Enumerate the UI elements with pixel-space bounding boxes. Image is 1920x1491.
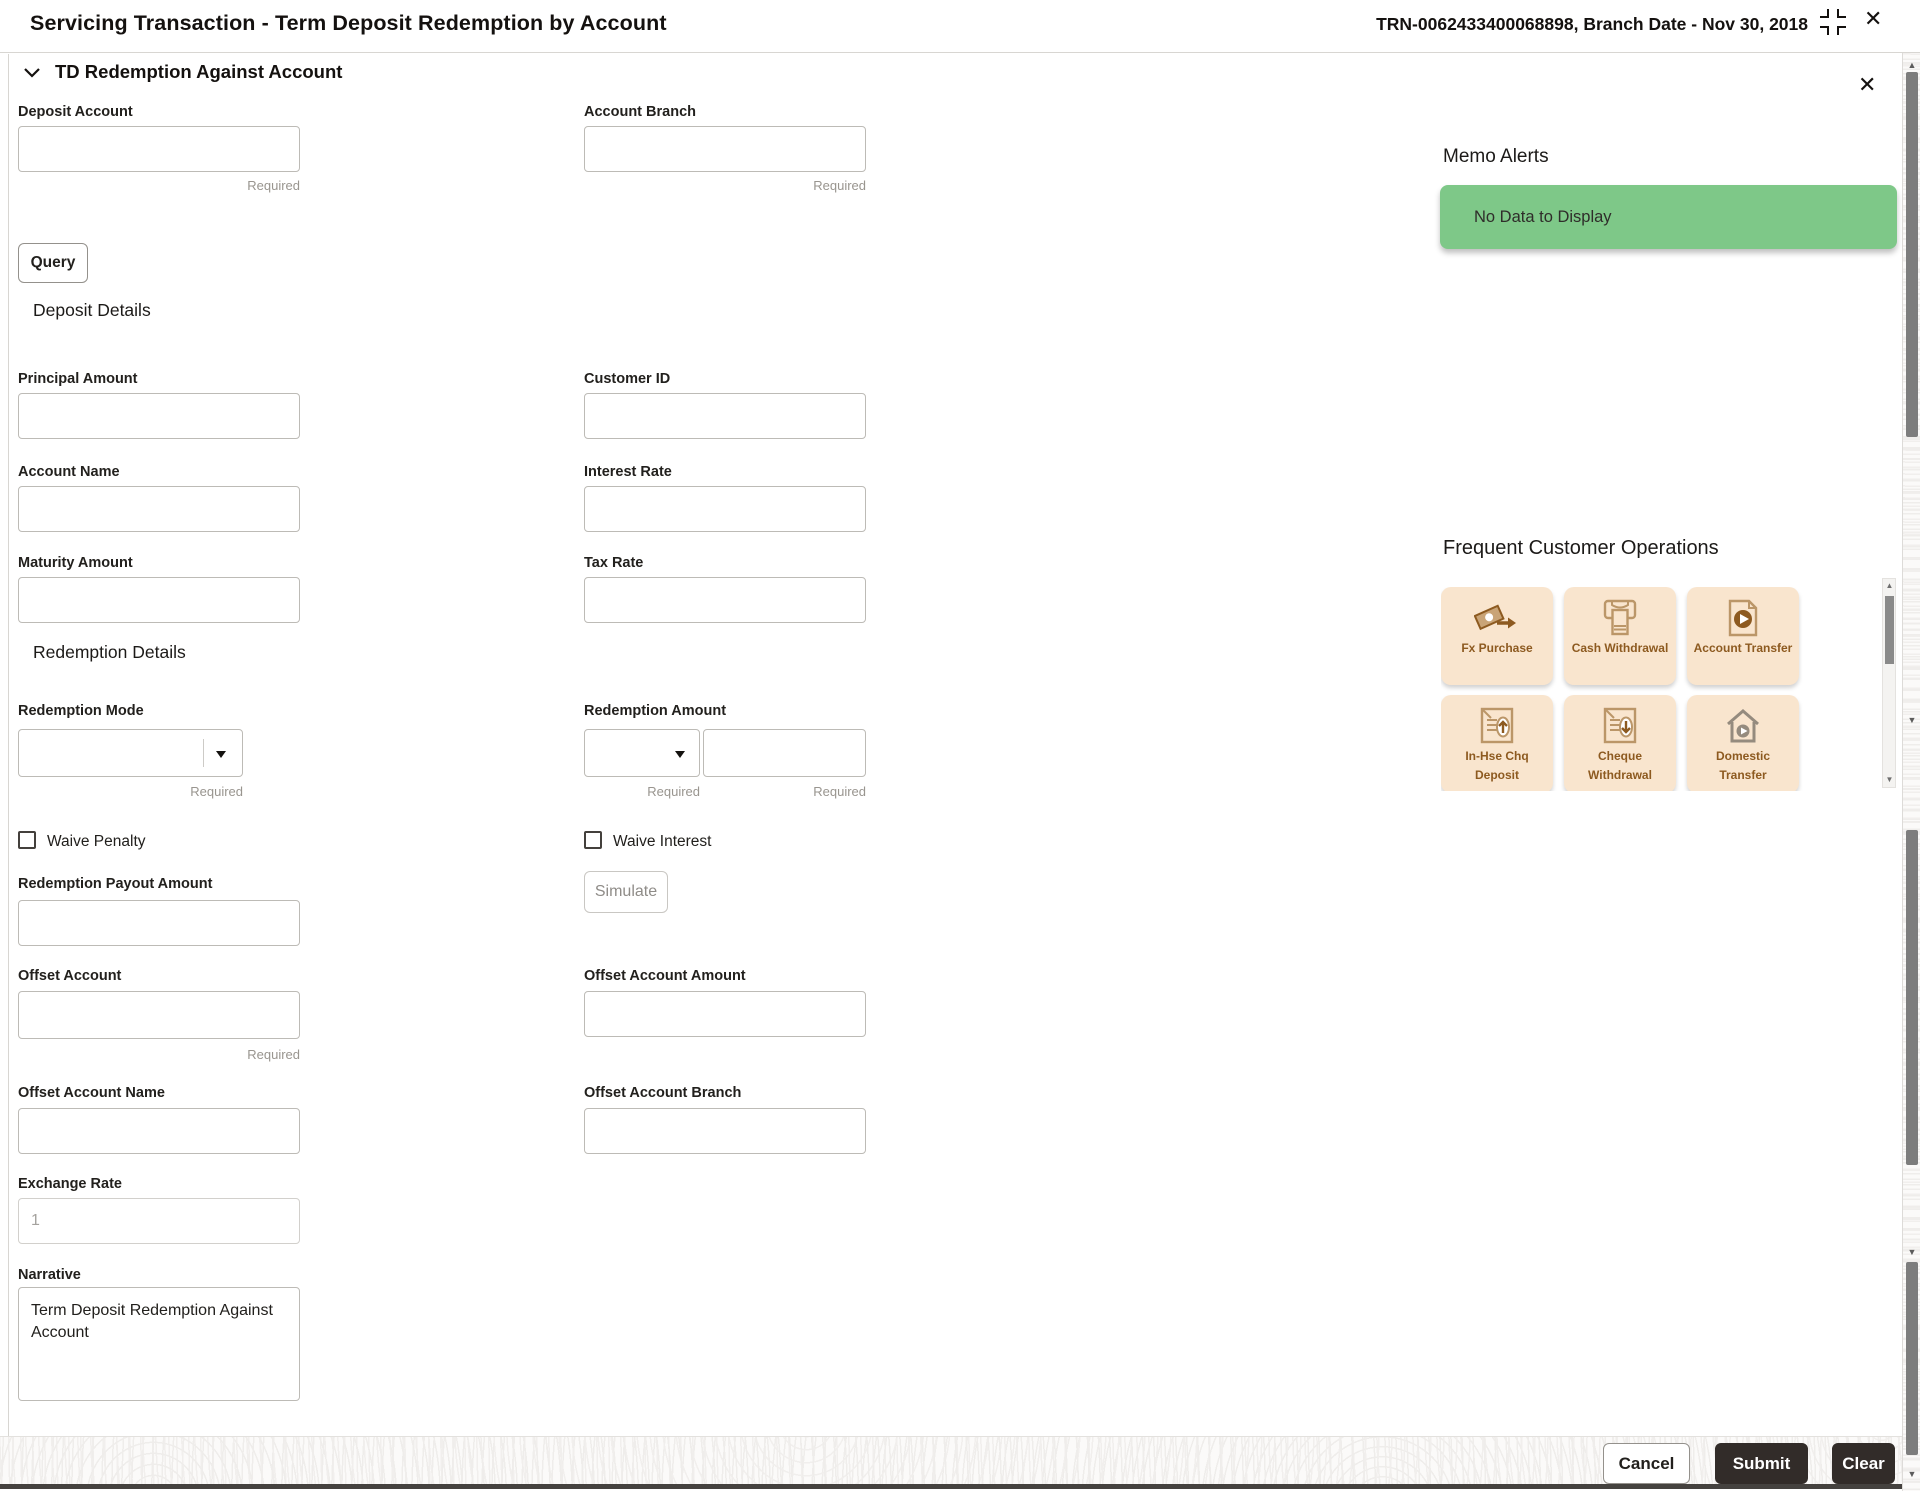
cash-withdrawal-icon [1600, 597, 1640, 639]
account-branch-required: Required [813, 178, 866, 193]
scroll-up-icon[interactable]: ▲ [1885, 581, 1894, 590]
tile-cheque-withdrawal[interactable] [1564, 695, 1676, 791]
deposit-account-input[interactable] [18, 126, 300, 172]
in-hse-chq-deposit-icon [1478, 705, 1516, 747]
offset-account-branch-input[interactable] [584, 1108, 866, 1154]
tax-rate-label: Tax Rate [584, 555, 644, 571]
account-transfer-icon [1724, 597, 1762, 639]
deposit-account-label: Deposit Account [18, 104, 133, 120]
frequent-operations-heading: Frequent Customer Operations [1443, 537, 1719, 559]
scroll-up-icon[interactable]: ▲ [1907, 60, 1917, 70]
operations-scrollbar [1882, 578, 1896, 788]
tile-label: Account Transfer [1693, 641, 1793, 655]
interest-rate-label: Interest Rate [584, 464, 672, 480]
maturity-amount-label: Maturity Amount [18, 555, 133, 571]
redemption-payout-amount-input[interactable] [18, 900, 300, 946]
offset-account-amount-label: Offset Account Amount [584, 968, 746, 984]
redemption-mode-select[interactable] [18, 729, 243, 777]
redemption-amount-input[interactable] [703, 729, 866, 777]
account-branch-label: Account Branch [584, 104, 696, 120]
account-branch-input[interactable] [584, 126, 866, 172]
waive-penalty-checkbox[interactable] [18, 831, 36, 849]
maturity-amount-input[interactable] [18, 577, 300, 623]
account-name-input[interactable] [18, 486, 300, 532]
simulate-button[interactable]: Simulate [584, 871, 668, 913]
transaction-info: TRN-0062433400068898, Branch Date - Nov 30, 2018 [1376, 14, 1808, 34]
tile-label: Cash Withdrawal [1571, 641, 1669, 655]
frequent-operations-grid [1441, 587, 1841, 791]
offset-account-input[interactable] [18, 991, 300, 1039]
fx-purchase-icon [1474, 597, 1520, 639]
collapse-window-icon[interactable] [1820, 9, 1846, 35]
redemption-amount-label: Redemption Amount [584, 703, 727, 719]
tile-fx-purchase[interactable] [1441, 587, 1553, 685]
waive-penalty-label: Waive Penalty [47, 833, 146, 850]
submit-button[interactable]: Submit [1715, 1443, 1808, 1484]
offset-account-name-input[interactable] [18, 1108, 300, 1154]
narrative-label: Narrative [18, 1267, 81, 1283]
tile-label: In-Hse Chq Deposit [1465, 749, 1529, 782]
panel-title: TD Redemption Against Account [55, 61, 343, 82]
cheque-withdrawal-icon [1601, 705, 1639, 747]
deposit-account-required: Required [247, 178, 300, 193]
scroll-down-icon[interactable]: ▼ [1907, 1469, 1917, 1479]
exchange-rate-label: Exchange Rate [18, 1176, 122, 1192]
window-bottom-edge [0, 1484, 1920, 1489]
narrative-textarea[interactable] [18, 1287, 300, 1401]
clear-button[interactable]: Clear [1832, 1443, 1895, 1484]
account-name-label: Account Name [18, 464, 120, 480]
scroll-down-icon[interactable]: ▼ [1907, 1247, 1917, 1257]
chevron-down-icon[interactable] [23, 67, 41, 78]
scroll-down-icon[interactable]: ▼ [1907, 715, 1917, 725]
query-button[interactable]: Query [18, 243, 88, 283]
memo-alerts-empty-banner [1440, 185, 1897, 249]
chevron-down-icon [216, 751, 226, 758]
page-scrollbar [1902, 53, 1920, 1491]
offset-account-amount-input[interactable] [584, 991, 866, 1037]
page-scrollbar-thumb[interactable] [1906, 72, 1918, 437]
principal-amount-label: Principal Amount [18, 371, 138, 387]
memo-alerts-heading: Memo Alerts [1443, 146, 1549, 167]
offset-account-required: Required [247, 1047, 300, 1062]
memo-alerts-empty-text: No Data to Display [1474, 207, 1612, 226]
cancel-button[interactable]: Cancel [1603, 1443, 1690, 1484]
customer-id-input[interactable] [584, 393, 866, 439]
tile-in-hse-chq-deposit[interactable] [1441, 695, 1553, 791]
principal-amount-input[interactable] [18, 393, 300, 439]
operations-scrollbar-thumb[interactable] [1885, 596, 1894, 664]
offset-account-branch-label: Offset Account Branch [584, 1085, 742, 1101]
tax-rate-input[interactable] [584, 577, 866, 623]
page-title: Servicing Transaction - Term Deposit Redemption by Account [30, 11, 667, 35]
redemption-amount-required: Required [813, 784, 866, 799]
tile-label: Cheque Withdrawal [1588, 749, 1652, 782]
waive-interest-checkbox[interactable] [584, 831, 602, 849]
tile-domestic-transfer[interactable] [1687, 695, 1799, 791]
redemption-payout-amount-label: Redemption Payout Amount [18, 876, 213, 892]
tile-label: Domestic Transfer [1715, 749, 1771, 782]
content-scrollbar-thumb[interactable] [1906, 830, 1918, 1165]
tile-account-transfer[interactable] [1687, 587, 1799, 685]
redemption-amount-currency-required: Required [647, 784, 700, 799]
offset-account-name-label: Offset Account Name [18, 1085, 165, 1101]
chevron-down-icon [675, 751, 685, 758]
redemption-details-heading: Redemption Details [33, 642, 186, 662]
close-window-icon[interactable]: ✕ [1864, 6, 1883, 31]
scroll-down-icon[interactable]: ▼ [1885, 775, 1894, 784]
offset-account-label: Offset Account [18, 968, 122, 984]
redemption-amount-currency-select[interactable] [584, 729, 700, 777]
redemption-mode-label: Redemption Mode [18, 703, 144, 719]
redemption-mode-required: Required [190, 784, 243, 799]
close-panel-icon[interactable]: ✕ [1858, 72, 1877, 97]
tile-cash-withdrawal[interactable] [1564, 587, 1676, 685]
title-bar [0, 0, 1920, 53]
customer-id-label: Customer ID [584, 371, 671, 387]
domestic-transfer-icon [1723, 705, 1763, 747]
interest-rate-input[interactable] [584, 486, 866, 532]
exchange-rate-input [18, 1198, 300, 1244]
tile-label: Fx Purchase [1461, 641, 1533, 655]
deposit-details-heading: Deposit Details [33, 300, 151, 320]
waive-interest-label: Waive Interest [613, 833, 712, 850]
lower-scrollbar-thumb[interactable] [1906, 1262, 1918, 1455]
